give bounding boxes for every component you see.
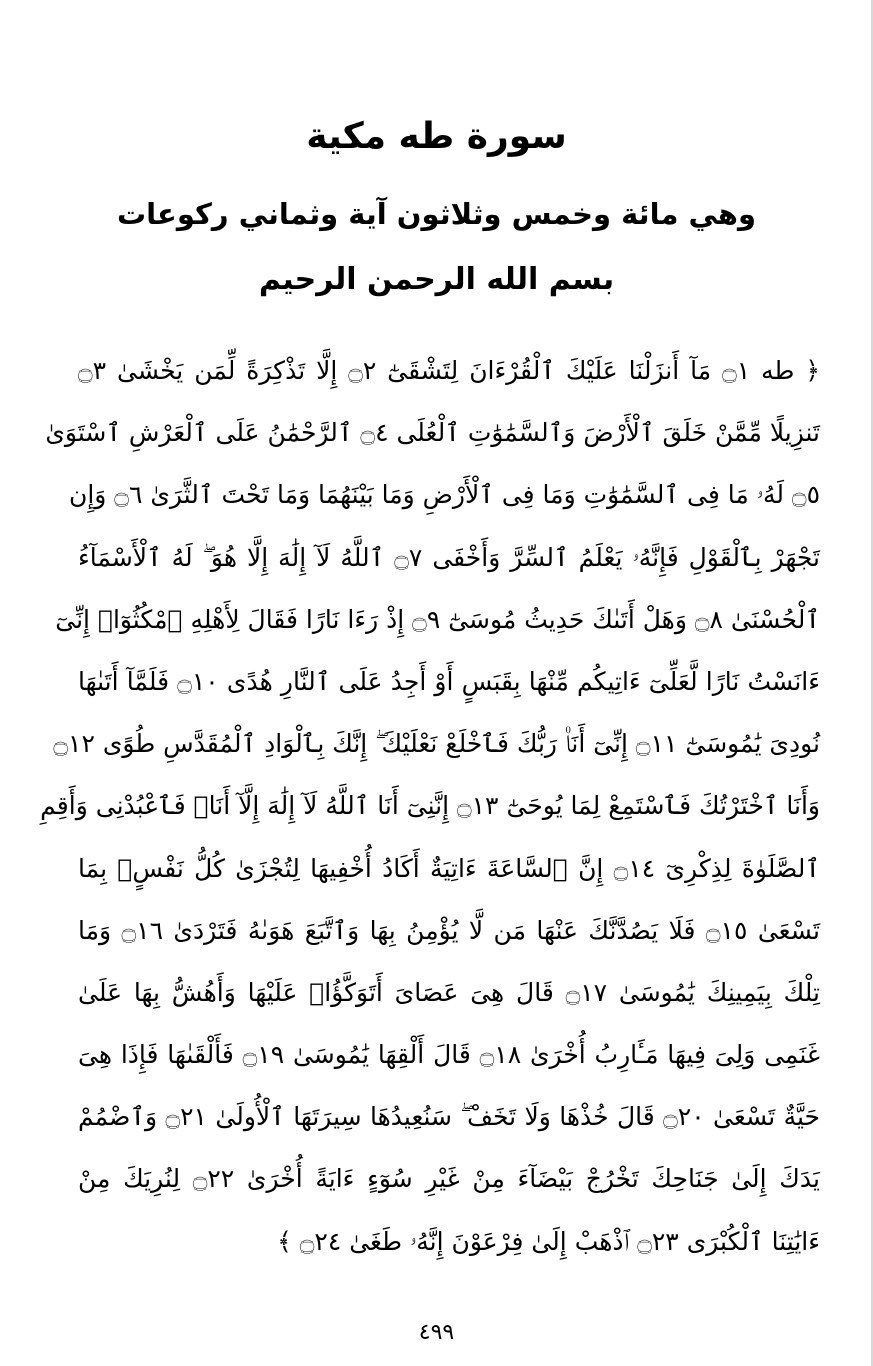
surah-title: سورة طه مكية [306, 116, 567, 157]
verse-line: تَنزِيلًا مِّمَّنْ خَلَقَ ٱلْأَرْضَ وَٱلسَّمَٰوَٰتِ ٱلْعُلَى ۝٤ ٱلرَّحْمَٰنُ عَلَى ٱلْعَرْشِ ٱسْتَوَىٰ [45, 418, 820, 448]
verse-line: ۝٥ لَهُۥ مَا فِى ٱلسَّمَٰوَٰتِ وَمَا فِى ٱلْأَرْضِ وَمَا بَيْنَهُمَا وَمَا تَحْتَ ٱلثَّرَىٰ ۝٦ وَإِن [68, 480, 820, 510]
verse-line: ٱلْحُسْنَىٰ ۝٨ وَهَلْ أَتَىٰكَ حَدِيثُ مُوسَىٰٓ ۝٩ إِذْ رَءَا نَارًا فَقَالَ لِأَهْلِهِ ٱمْكُثُوٓا۟ إِنِّىٓ [55, 604, 820, 634]
verse-line: تَجْهَرْ بِٱلْقَوْلِ فَإِنَّهُۥ يَعْلَمُ ٱلسِّرَّ وَأَخْفَى ۝٧ ٱللَّهُ لَآ إِلَٰهَ إِلَّا هُوَ ۖ لَهُ ٱلْأَسْمَآءُ [78, 542, 820, 572]
verse-line: ءَايَٰتِنَا ٱلْكُبْرَى ۝٢٣ ٱذْهَبْ إِلَىٰ فِرْعَوْنَ إِنَّهُۥ طَغَىٰ ۝٢٤ ﴾ [277, 1226, 820, 1256]
basmala: بسم الله الرحمن الرحيم [258, 262, 615, 297]
verse-line: ٱلصَّلَوٰةَ لِذِكْرِىٓ ۝١٤ إِنَّ ٱلسَّاعَةَ ءَاتِيَةٌ أَكَادُ أُخْفِيهَا لِتُجْزَىٰ كُلُّ نَفْسٍۭ بِمَا [78, 853, 820, 883]
verse-line: تَسْعَىٰ ۝١٥ فَلَا يَصُدَّنَّكَ عَنْهَا مَن لَّا يُؤْمِنُ بِهَا وَٱتَّبَعَ هَوَىٰهُ فَتَرْدَىٰ ۝١٦ وَمَا [78, 915, 820, 945]
page-number: ٤٩٩ [418, 1320, 455, 1345]
verse-line: وَأَنَا ٱخْتَرْتُكَ فَٱسْتَمِعْ لِمَا يُوحَىٰٓ ۝١٣ إِنَّنِىٓ أَنَا ٱللَّهُ لَآ إِلَٰهَ إِلَّآ أَنَا۠ فَٱعْبُدْنِى وَأَقِمِ [40, 791, 820, 821]
verse-line: نُودِىَ يَٰمُوسَىٰٓ ۝١١ إِنِّىٓ أَنَا۠ رَبُّكَ فَٱخْلَعْ نَعْلَيْكَ ۖ إِنَّكَ بِٱلْوَادِ ٱلْمُقَدَّسِ طُوًى ۝١٢ [53, 729, 820, 759]
verse-line: تِلْكَ بِيَمِينِكَ يَٰمُوسَىٰ ۝١٧ قَالَ هِىَ عَصَاىَ أَتَوَكَّؤُا۟ عَلَيْهَا وَأَهُشُّ بِهَا عَلَىٰ [78, 977, 820, 1007]
surah-subtitle: وهي مائة وخمس وثلاثون آية وثماني ركوعات [117, 197, 756, 231]
verse-line: يَدَكَ إِلَىٰ جَنَاحِكَ تَخْرُجْ بَيْضَآءَ مِنْ غَيْرِ سُوٓءٍ ءَايَةً أُخْرَىٰ ۝٢٢ لِنُرِيَكَ مِنْ [78, 1164, 820, 1194]
verse-line: حَيَّةٌ تَسْعَىٰ ۝٢٠ قَالَ خُذْهَا وَلَا تَخَفْ ۖ سَنُعِيدُهَا سِيرَتَهَا ٱلْأُولَىٰ ۝٢١ وَٱضْمُمْ [78, 1102, 820, 1132]
verse-block [40, 340, 821, 1273]
verse-line: غَنَمِى وَلِىَ فِيهَا مَـَٔارِبُ أُخْرَىٰ ۝١٨ قَالَ أَلْقِهَا يَٰمُوسَىٰ ۝١٩ فَأَلْقَىٰهَا فَإِذَا هِىَ [78, 1040, 820, 1070]
verse-line: ءَانَسْتُ نَارًا لَّعَلِّىٓ ءَاتِيكُم مِّنْهَا بِقَبَسٍ أَوْ أَجِدُ عَلَى ٱلنَّارِ هُدًى ۝١٠ فَلَمَّآ أَتَىٰهَا [78, 666, 821, 696]
verse-line: ﴿ طه ۝١ مَآ أَنزَلْنَا عَلَيْكَ ٱلْقُرْءَانَ لِتَشْقَىٰٓ ۝٢ إِلَّا تَذْكِرَةً لِّمَن يَخْشَىٰ ۝٣ [78, 356, 821, 385]
